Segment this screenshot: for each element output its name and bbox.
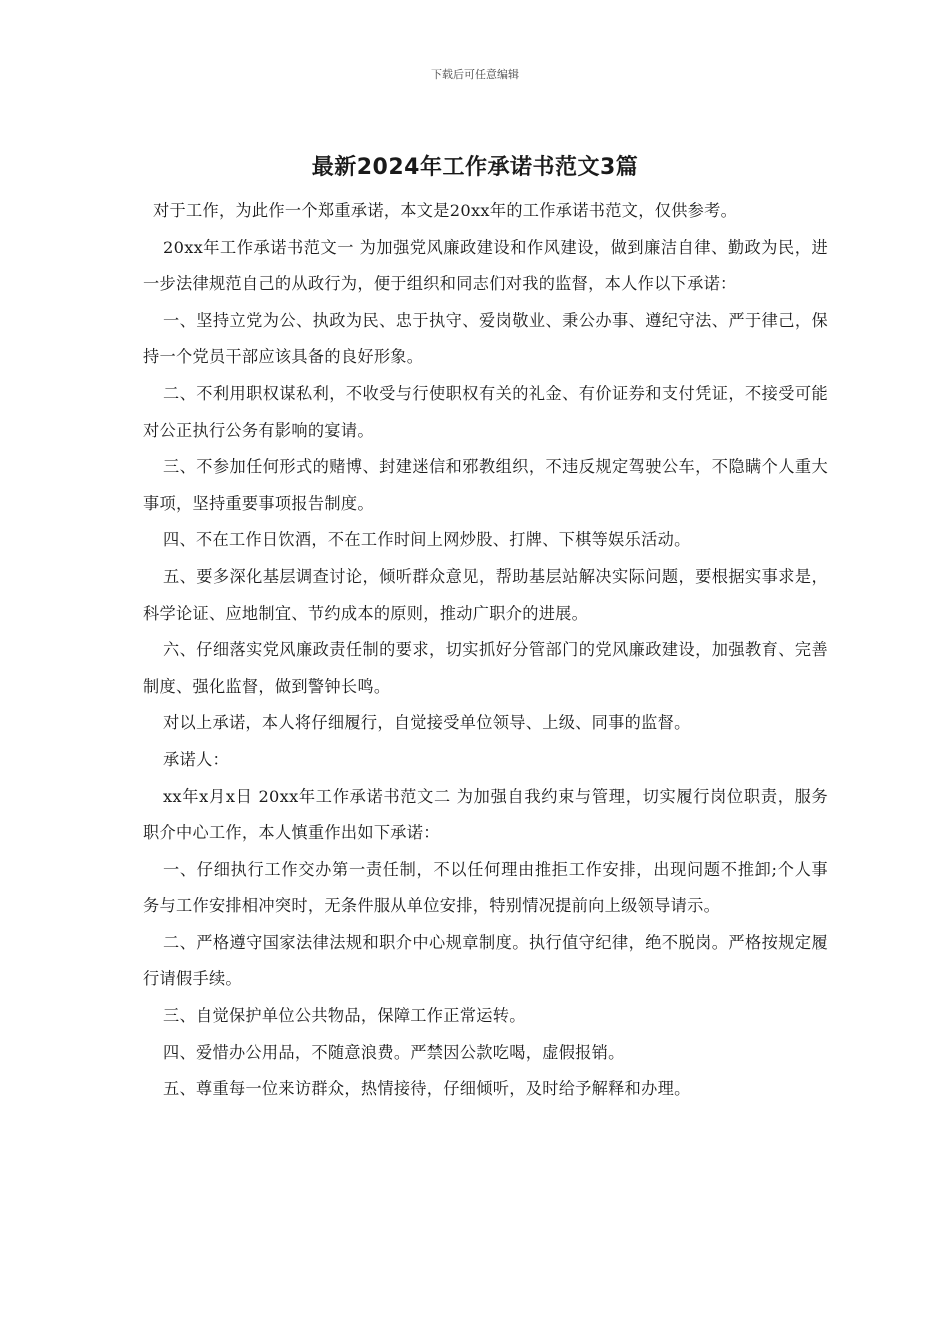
pledge-item-paragraph: 五、要多深化基层调查讨论，倾听群众意见，帮助基层站解决实际问题，要根据实事求是，科学论证、应地制宜、节约成本的原则，推动广职介的进展。 [143, 566, 828, 623]
pledge-item-paragraph: 三、自觉保护单位公共物品，保障工作正常运转。 [163, 1006, 526, 1026]
sample-two-intro-paragraph: xx年x月x日 20xx年工作承诺书范文二 为加强自我约束与管理，切实履行岗位职责，服务职介中心工作，本人慎重作出如下承诺： [143, 786, 828, 843]
pledge-item-paragraph: 三、不参加任何形式的赌博、封建迷信和邪教组织，不违反规定驾驶公车，不隐瞒个人重大事项，坚持重要事项报告制度。 [143, 457, 828, 513]
pledge-item-paragraph: 一、仔细执行工作交办第一责任制，不以任何理由推拒工作安排，出现问题不推卸;个人事务与工作安排相冲突时，无条件服从单位安排，特别情况提前向上级领导请示。 [143, 859, 828, 916]
pledge-item-paragraph: 六、仔细落实党风廉政责任制的要求，切实抓好分管部门的党风廉政建设，加强教育、完善制度、强化监督，做到警钟长鸣。 [143, 640, 828, 696]
pledge-item-paragraph: 一、坚持立党为公、执政为民、忠于执守、爱岗敬业、秉公办事、遵纪守法、严于律己，保持一个党员干部应该具备的良好形象。 [143, 310, 828, 367]
pledge-item-paragraph: 五、尊重每一位来访群众，热情接待，仔细倾听，及时给予解释和办理。 [163, 1079, 691, 1099]
document-body [143, 193, 828, 1108]
sample-one-intro-paragraph: 20xx年工作承诺书范文一 为加强党风廉政建设和作风建设，做到廉洁自律、勤政为民，进一步法律规范自己的从政行为，便于组织和同志们对我的监督，本人作以下承诺： [143, 237, 828, 294]
closing-paragraph: 对以上承诺，本人将仔细履行，自觉接受单位领导、上级、同事的监督。 [163, 713, 691, 733]
pledge-item-paragraph: 二、严格遵守国家法律法规和职介中心规章制度。执行值守纪律，绝不脱岗。严格按规定履行请假手续。 [143, 932, 828, 989]
pledge-item-paragraph: 四、不在工作日饮酒，不在工作时间上网炒股、打牌、下棋等娱乐活动。 [163, 530, 691, 550]
document-title: 最新2024年工作承诺书范文3篇 [311, 155, 639, 180]
intro-paragraph: 对于工作，为此作一个郑重承诺，本文是20xx年的工作承诺书范文，仅供参考。 [153, 201, 738, 220]
signatory-label: 承诺人： [163, 749, 229, 769]
pledge-item-paragraph: 二、不利用职权谋私利，不收受与行使职权有关的礼金、有价证券和支付凭证，不接受可能对公正执行公务有影响的宴请。 [143, 383, 828, 440]
pledge-item-paragraph: 四、爱惜办公用品，不随意浪费。严禁因公款吃喝，虚假报销。 [163, 1042, 625, 1062]
page-header-note: 下载后可任意编辑 [431, 68, 519, 81]
